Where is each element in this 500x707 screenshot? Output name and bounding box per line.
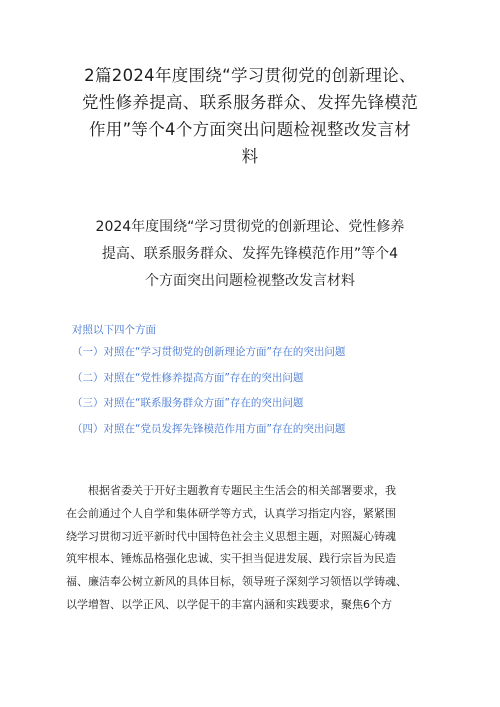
section-title-line: 2024年度围绕“学习贯彻党的创新理论、党性修养: [95, 219, 405, 235]
body-paragraph: [66, 480, 436, 617]
toc-item-link-1[interactable]: （一）对照在“学习贯彻党的创新理论方面”存在的突出问题: [72, 346, 346, 358]
body-line: 筑牢根本、锤炼品格强化忠诚、实干担当促进发展、践行宗旨为民造: [66, 552, 396, 566]
body-line: 以学增智、以学正风、以学促干的丰富内涵和实践要求，聚焦6个方: [66, 597, 392, 611]
toc-item-link-2[interactable]: （二）对照在“党性修养提高方面”存在的突出问题: [72, 371, 304, 384]
document-title-line: 料: [241, 147, 259, 166]
table-of-contents: [72, 322, 452, 446]
body-line: 根据省委关于开好主题教育专题民主生活会的相关部署要求，我: [66, 484, 396, 497]
body-line: 福、廉洁奉公树立新风的具体目标，领导班子深刻学习领悟以学铸魂、: [66, 575, 407, 589]
section-title-line: 提高、联系服务群众、发挥先锋模范作用”等个4: [101, 246, 399, 262]
toc-item-link-4[interactable]: （四）对照在“党员发挥先锋模范作用方面”存在的突出问题: [72, 422, 346, 435]
body-line: 在会前通过个人自学和集体研学等方式，认真学习指定内容，紧紧围: [66, 506, 396, 520]
section-title: [70, 214, 430, 295]
document-title-line: 党性修养提高、联系服务群众、发挥先锋模范: [82, 93, 418, 112]
section-title-line: 个方面突出问题检视整改发言材料: [145, 273, 355, 289]
document-title-line: 作用”等个4个方面突出问题检视整改发言材: [88, 120, 412, 139]
toc-item-link-3[interactable]: （三）对照在“联系服务群众方面”存在的突出问题: [72, 397, 304, 409]
document-title-line: 2篇2024年度围绕“学习贯彻党的创新理论、: [84, 66, 416, 85]
toc-heading-link[interactable]: 对照以下四个方面: [72, 324, 156, 336]
body-line: 绕学习贯彻习近平新时代中国特色社会主义思想主题，对照凝心铸魂: [66, 529, 396, 543]
document-title: [70, 62, 430, 170]
